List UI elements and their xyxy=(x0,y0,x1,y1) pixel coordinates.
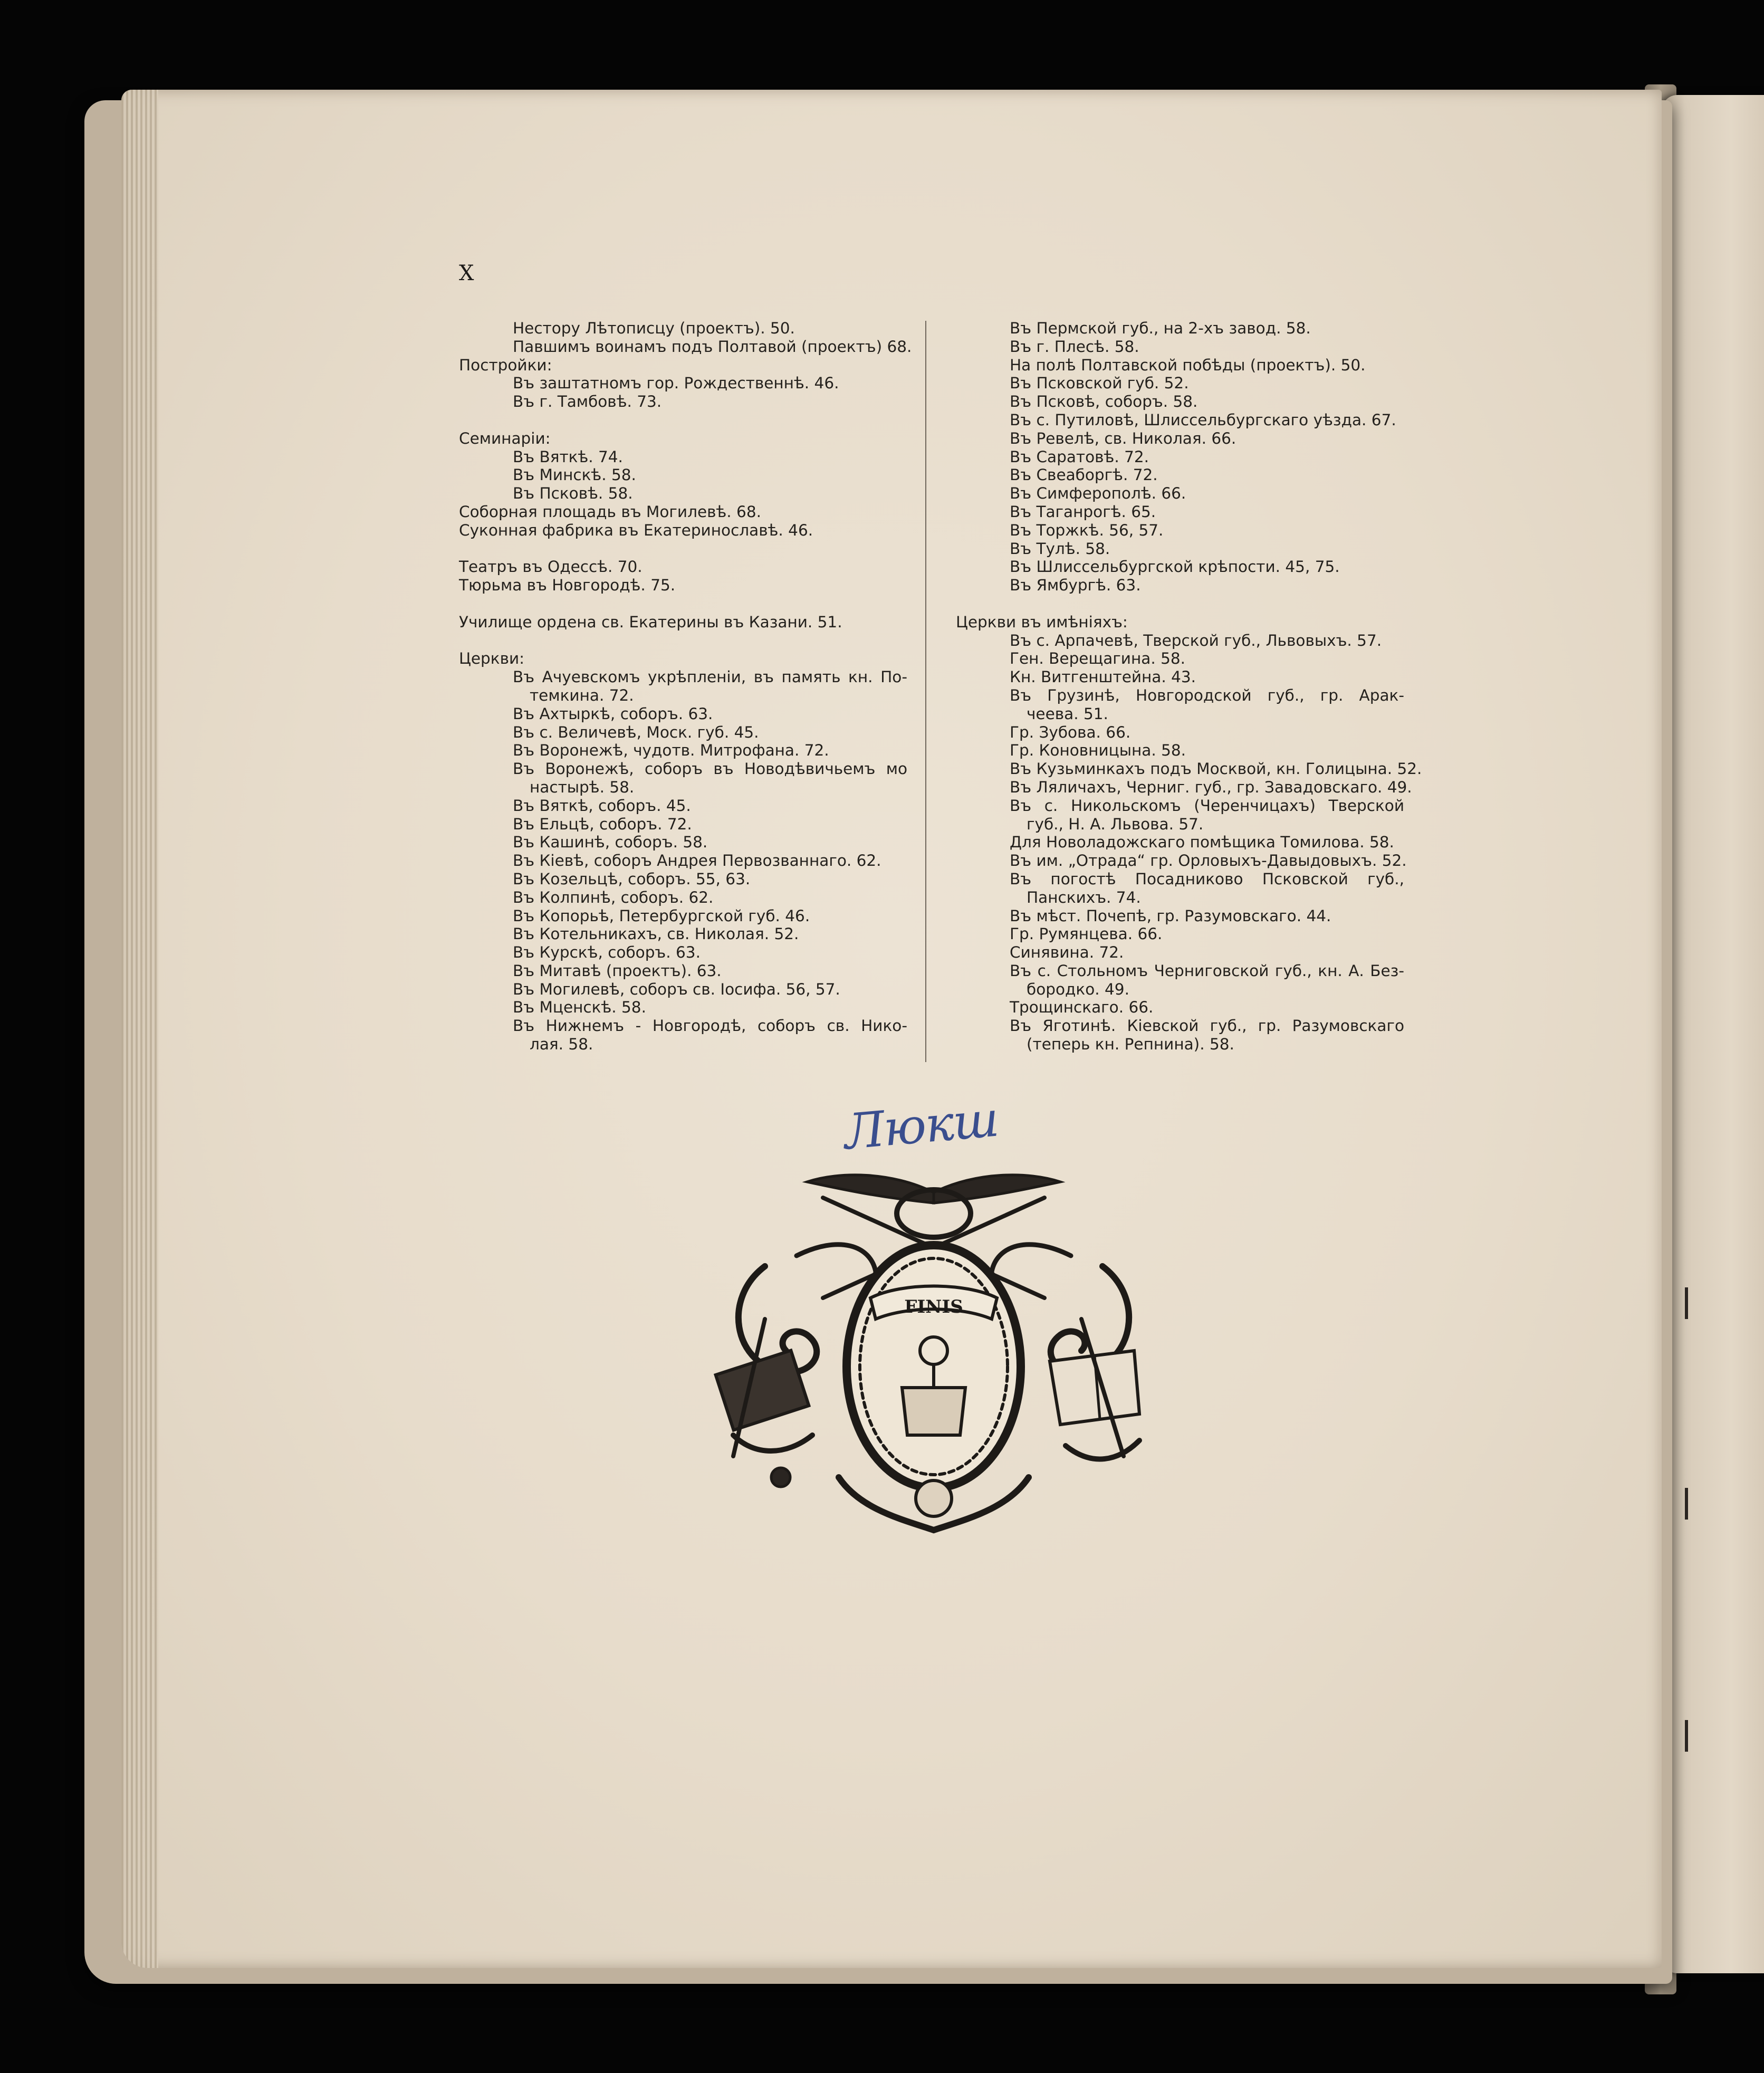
handwritten-note: Люкш xyxy=(841,1091,1000,1161)
index-entry: Въ Колпинѣ, соборъ. 62. xyxy=(513,888,714,906)
index-entry: Въ Ачуевскомъ укрѣпленіи, въ память кн. По- xyxy=(513,668,907,686)
page-edges xyxy=(121,90,158,1968)
index-entry: Въ Ельцѣ, соборъ. 72. xyxy=(513,815,692,833)
index-entry: Гр. Коновницына. 58. xyxy=(1010,741,1186,760)
index-entry: Въ Кіевѣ, соборъ Андрея Первозваннаго. 62. xyxy=(513,852,881,870)
index-entry: Въ с. Стольномъ Черниговской губ., кн. А. Без- xyxy=(1010,961,1404,980)
index-entry: Въ Саратовѣ. 72. xyxy=(1010,447,1149,466)
index-entry: Трощинскаго. 66. xyxy=(1010,998,1154,1017)
index-column-right xyxy=(956,319,1422,1054)
index-entry: бородко. 49. xyxy=(1027,980,1129,998)
blank-line xyxy=(459,540,907,558)
index-entry: Въ Митавѣ (проектъ). 63. xyxy=(513,961,722,980)
index-entry: Въ г. Плесѣ. 58. xyxy=(1010,337,1139,356)
index-entry: лая. 58. xyxy=(530,1035,593,1054)
index-entry: Въ Мценскѣ. 58. xyxy=(513,998,646,1017)
index-entry: Для Новоладожскаго помѣщика Томилова. 58. xyxy=(1010,833,1394,852)
index-heading: Церкви: xyxy=(459,649,525,668)
index-entry: Въ Грузинѣ, Новгородской губ., гр. Арак- xyxy=(1010,686,1404,704)
index-entry: Гр. Зубова. 66. xyxy=(1010,723,1131,741)
index-entry: Въ Шлиссельбургской крѣпости. 45, 75. xyxy=(1010,558,1340,576)
index-entry: Въ Торжкѣ. 56, 57. xyxy=(1010,521,1164,539)
index-entry: Гр. Румянцева. 66. xyxy=(1010,925,1163,943)
index-entry: Въ Таганрогѣ. 65. xyxy=(1010,502,1156,521)
index-entry: Въ Курскѣ, соборъ. 63. xyxy=(513,943,701,962)
index-entry: Въ мѣст. Почепѣ, гр. Разумовскаго. 44. xyxy=(1010,906,1331,925)
index-entry: Въ заштатномъ гор. Рождественнѣ. 46. xyxy=(513,374,839,393)
index-entry: Ген. Верещагина. 58. xyxy=(1010,649,1186,668)
index-heading: Соборная площадь въ Могилевѣ. 68. xyxy=(459,502,761,521)
index-entry: Въ Кашинѣ, соборъ. 58. xyxy=(513,833,708,852)
index-entry: Въ Нижнемъ - Новгородѣ, соборъ св. Нико- xyxy=(513,1017,907,1035)
index-entry: Павшимъ воинамъ подъ Полтавой (проектъ) 68. xyxy=(513,337,912,356)
index-entry: Въ Яготинѣ. Кіевской губ., гр. Разумовскаго xyxy=(1010,1017,1404,1035)
index-entry: Въ Воронежѣ, соборъ въ Новодѣвичьемъ мо xyxy=(513,760,907,778)
index-entry: Въ Минскѣ. 58. xyxy=(513,466,636,484)
index-entry: Въ с. Никольскомъ (Черенчицахъ) Тверской xyxy=(1010,796,1404,815)
index-entry: темкина. 72. xyxy=(530,686,634,704)
index-entry: Въ Вяткѣ. 74. xyxy=(513,447,623,466)
index-entry: Въ Симферополѣ. 66. xyxy=(1010,484,1186,503)
index-entry: Въ Козельцѣ, соборъ. 55, 63. xyxy=(513,870,751,888)
emblem-motto: FINIS xyxy=(904,1296,963,1317)
index-entry: Въ Воронежѣ, чудотв. Митрофана. 72. xyxy=(513,741,829,760)
page-number: X xyxy=(459,261,474,285)
index-entry: Нестору Лѣтописцу (проектъ). 50. xyxy=(513,319,795,337)
index-entry: Въ Тулѣ. 58. xyxy=(1010,539,1110,558)
index-heading: Тюрьма въ Новгородѣ. 75. xyxy=(459,576,676,595)
blank-line xyxy=(459,632,907,650)
index-heading: Училище ордена св. Екатерины въ Казани. 51. xyxy=(459,613,842,631)
index-entry: Въ Вяткѣ, соборъ. 45. xyxy=(513,796,691,815)
index-entry: Въ с. Путиловѣ, Шлиссельбургскаго уѣзда. 67. xyxy=(1010,410,1396,429)
index-heading: Суконная фабрика въ Екатеринославѣ. 46. xyxy=(459,521,813,539)
index-entry: Въ г. Тамбовѣ. 73. xyxy=(513,393,662,411)
index-entry: Въ Котельникахъ, св. Николая. 52. xyxy=(513,925,799,943)
index-entry: Въ Псковской губ. 52. xyxy=(1010,374,1189,393)
index-entry: Въ с. Арпачевѣ, Тверской губ., Львовыхъ. 57. xyxy=(1010,631,1382,649)
blank-line xyxy=(459,595,907,613)
index-entry: Панскихъ. 74. xyxy=(1027,888,1141,906)
index-entry: Въ Пермской губ., на 2-хъ завод. 58. xyxy=(1010,319,1311,337)
finis-vignette-icon xyxy=(702,1161,1166,1541)
index-entry: Кн. Витгенштейна. 43. xyxy=(1010,668,1196,686)
index-entry: Въ Ревелѣ, св. Николая. 66. xyxy=(1010,429,1236,447)
blank-line xyxy=(459,411,907,429)
right-page-edge xyxy=(1662,95,1764,1973)
binding-thread-icon xyxy=(1682,1266,1692,1794)
index-entry: Въ Кузьминкахъ подъ Москвой, кн. Голицына. 52. xyxy=(1010,760,1422,778)
column-divider xyxy=(925,321,926,1062)
index-entry: Въ Псковѣ. 58. xyxy=(513,484,633,503)
index-entry: Въ Псковѣ, соборъ. 58. xyxy=(1010,393,1198,411)
index-heading: Семинаріи: xyxy=(459,429,551,447)
index-entry: Въ им. „Отрада“ гр. Орловыхъ-Давыдовыхъ. 52. xyxy=(1010,852,1407,870)
index-heading: Театръ въ Одессѣ. 70. xyxy=(459,558,643,576)
index-heading: Постройки: xyxy=(459,356,552,374)
index-entry: настырѣ. 58. xyxy=(530,778,635,796)
index-column-left xyxy=(459,319,912,1054)
index-entry: Въ Могилевѣ, соборъ св. Іосифа. 56, 57. xyxy=(513,980,840,998)
index-entry: Въ Копорьѣ, Петербургской губ. 46. xyxy=(513,906,810,925)
index-heading: Церкви въ имѣніяхъ: xyxy=(956,613,1128,631)
index-entry: Въ Ямбургѣ. 63. xyxy=(1010,576,1141,595)
index-entry: (теперь кн. Репнина). 58. xyxy=(1027,1035,1234,1054)
index-entry: Въ Ляличахъ, Черниг. губ., гр. Завадовскаго. 49. xyxy=(1010,778,1412,796)
index-entry: Синявина. 72. xyxy=(1010,943,1124,962)
index-entry: Въ погостѣ Посадниково Псковской губ., xyxy=(1010,870,1404,888)
index-entry: Въ Ахтыркѣ, соборъ. 63. xyxy=(513,704,713,723)
index-entry: губ., Н. А. Львова. 57. xyxy=(1027,815,1204,833)
index-entry: Въ с. Величевѣ, Моск. губ. 45. xyxy=(513,723,759,741)
index-entry: Въ Свеаборгѣ. 72. xyxy=(1010,466,1158,484)
index-entry: чеева. 51. xyxy=(1027,704,1108,723)
blank-line xyxy=(956,595,1404,613)
index-entry: На полѣ Полтавской побѣды (проектъ). 50. xyxy=(1010,356,1366,374)
